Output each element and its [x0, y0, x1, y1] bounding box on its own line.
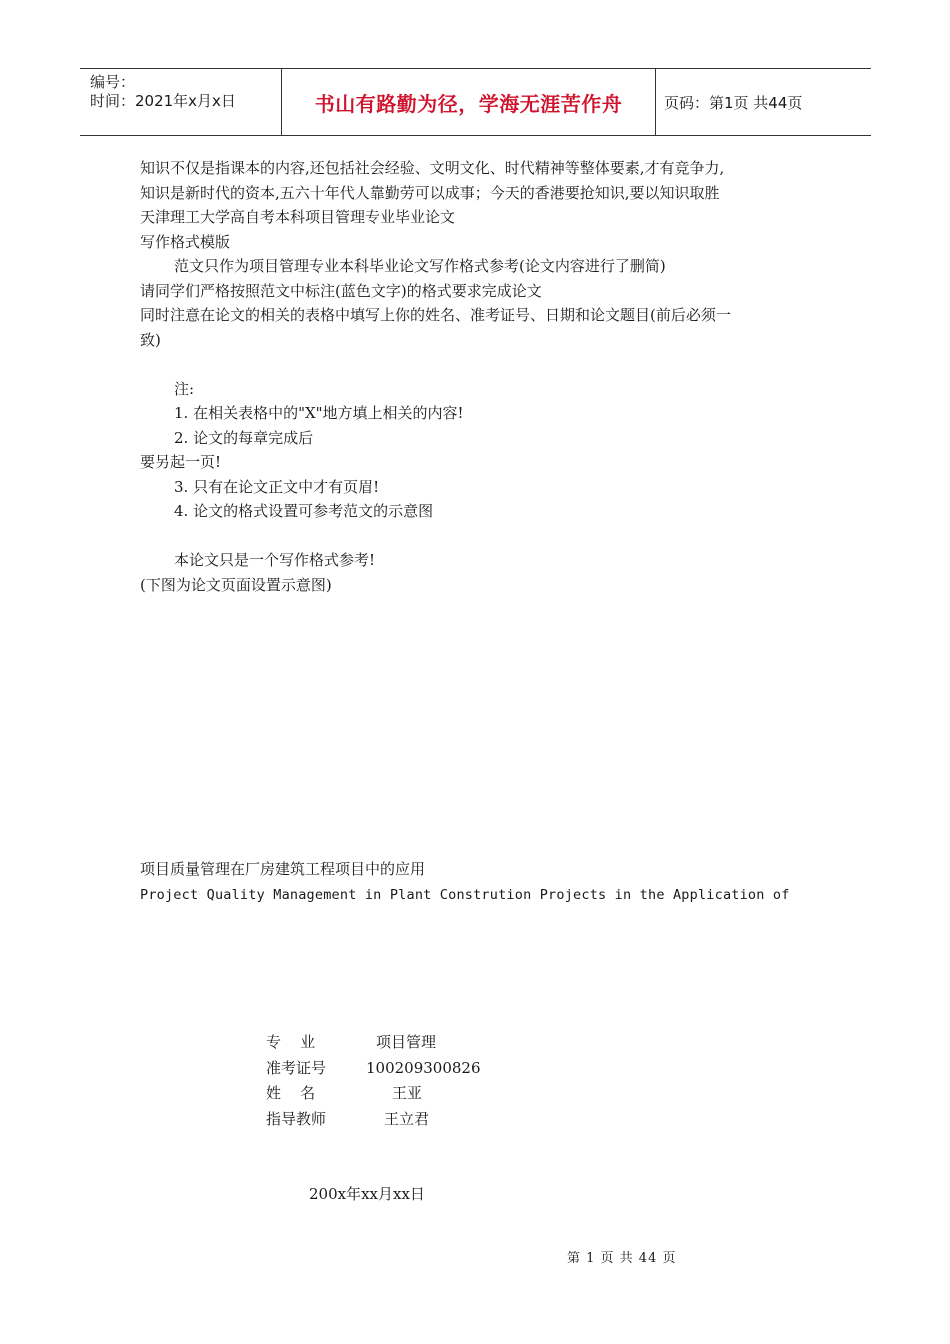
body-line: 本论文只是一个写作格式参考! — [174, 551, 376, 569]
note-item: 1. 在相关表格中的"X"地方填上相关的内容! — [174, 404, 464, 422]
spacer — [140, 524, 840, 549]
info-row-exam — [266, 1056, 481, 1082]
body-line: 同时注意在论文的相关的表格中填写上你的姓名、准考证号、日期和论文题目(前后必须一 — [140, 306, 731, 324]
spacer — [140, 352, 840, 377]
note-item: 3. 只有在论文正文中才有页眉! — [174, 477, 380, 496]
submission-date: 200x年xx月xx日 — [309, 1185, 425, 1203]
exam-value: 100209300826 — [366, 1058, 481, 1077]
exam-label: 准考证号 — [266, 1058, 327, 1077]
body-text — [140, 156, 840, 597]
page-footer: 第 1 页 共 44 页 — [567, 1251, 677, 1266]
advisor-value: 王立君 — [384, 1109, 430, 1128]
note-item: 4. 论文的格式设置可参考范文的示意图 — [174, 502, 434, 520]
advisor-label: 指导教师 — [266, 1109, 327, 1128]
info-row-name — [266, 1081, 481, 1107]
note-heading: 注: — [174, 379, 195, 398]
time-label: 时间：2021年x月x日 — [90, 92, 236, 110]
body-line: 范文只作为项目管理专业本科毕业论文写作格式参考(论文内容进行了删简) — [174, 257, 666, 275]
header-motto-cell — [282, 69, 656, 135]
note-item-continued: 要另起一页! — [140, 453, 222, 471]
page-header — [80, 68, 871, 136]
major-label: 专 业 — [266, 1033, 316, 1051]
body-line: 写作格式模版 — [140, 232, 231, 251]
note-item: 2. 论文的每章完成后 — [174, 428, 314, 447]
motto: 书山有路勤为径，学海无涯苦作舟 — [314, 91, 623, 116]
header-left-cell — [80, 69, 282, 135]
page-info: 页码：第1页 共44页 — [664, 93, 803, 112]
body-line: 致) — [140, 330, 161, 349]
major-value: 项目管理 — [376, 1033, 437, 1051]
body-line: (下图为论文页面设置示意图) — [140, 575, 332, 594]
body-line: 天津理工大学高自考本科项目管理专业毕业论文 — [140, 208, 456, 226]
name-value: 王亚 — [392, 1084, 423, 1102]
thesis-title — [140, 856, 790, 908]
info-row-advisor — [266, 1107, 481, 1133]
title-zh: 项目质量管理在厂房建筑工程项目中的应用 — [140, 860, 426, 878]
header-page-cell — [656, 69, 871, 135]
title-en: Project Quality Management in Plant Constrution Projects in the Application of — [140, 887, 790, 903]
body-line: 请同学们严格按照范文中标注(蓝色文字)的格式要求完成论文 — [140, 281, 542, 300]
info-row-major — [266, 1030, 481, 1056]
name-label: 姓 名 — [266, 1084, 316, 1102]
student-info — [266, 1030, 481, 1132]
body-line: 知识不仅是指课本的内容,还包括社会经验、文明文化、时代精神等整体要素,才有竞争力, — [140, 159, 725, 177]
body-line: 知识是新时代的资本,五六十年代人靠勤劳可以成事；今天的香港要抢知识,要以知识取胜 — [140, 183, 720, 202]
number-label: 编号： — [90, 73, 136, 91]
